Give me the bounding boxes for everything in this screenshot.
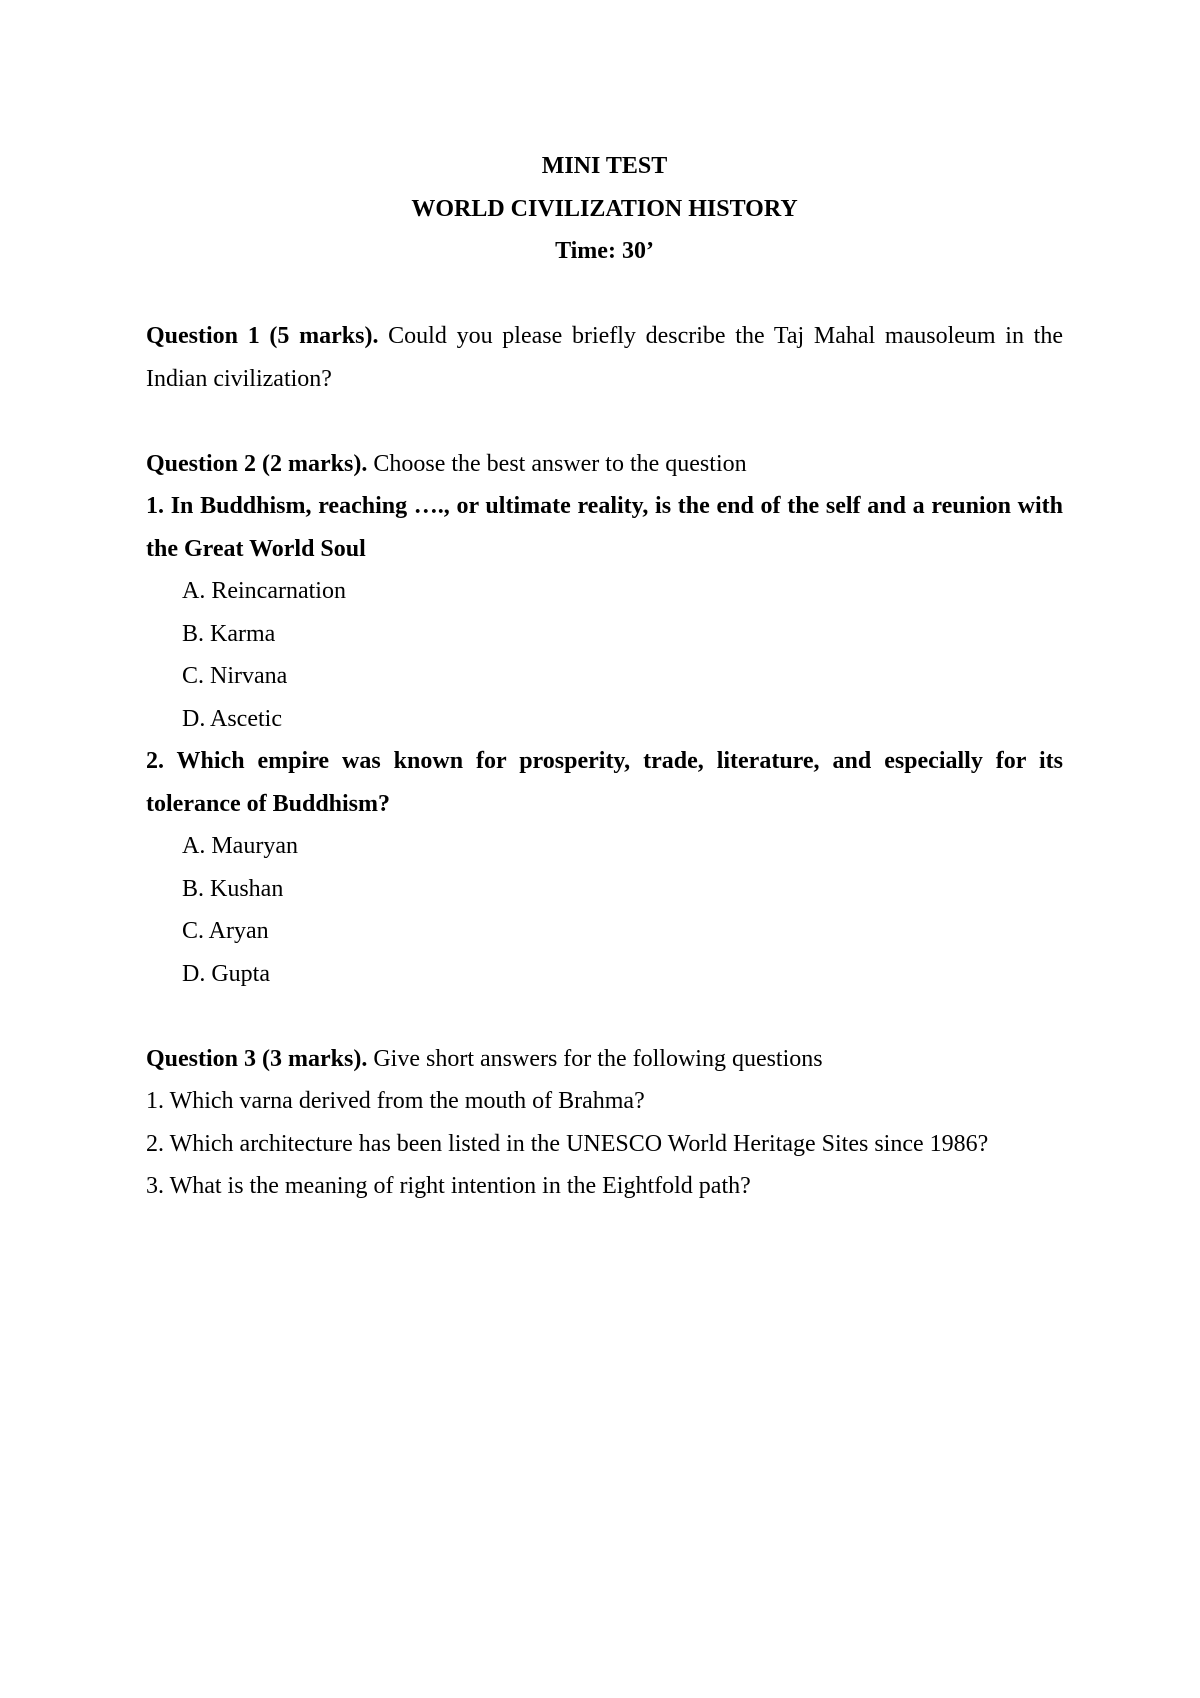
test-subject: WORLD CIVILIZATION HISTORY xyxy=(411,195,798,222)
question-2 xyxy=(146,443,1063,486)
question-3-item-1: 1. Which varna derived from the mouth of Brahma? xyxy=(146,1088,645,1114)
question-2-item-2-stem: 2. Which empire was known for prosperity, trade, literature, and especially for its tolerance of Buddhism? xyxy=(146,748,1063,817)
question-2-item-1-option-d: D. Ascetic xyxy=(182,705,282,732)
question-2-label: Question 2 (2 marks). xyxy=(146,450,368,477)
question-1-text: Could you please briefly describe the Taj Mahal mausoleum in the Indian civilization? xyxy=(146,323,1063,392)
question-2-item-1-option-b: B. Karma xyxy=(182,620,276,647)
question-2-item-1-stem: 1. In Buddhism, reaching …., or ultimate reality, is the end of the self and a reunion with the Great World Soul xyxy=(146,493,1063,562)
question-3-label: Question 3 (3 marks). xyxy=(146,1045,368,1072)
spacer xyxy=(146,995,1063,1038)
exam-content xyxy=(146,145,1063,1208)
question-2-item-2-option-b: B. Kushan xyxy=(182,875,284,902)
test-time: Time: 30’ xyxy=(555,238,654,264)
question-2-item-1-option-a: A. Reincarnation xyxy=(182,578,346,604)
question-2-item-2-option-c: C. Aryan xyxy=(182,918,269,944)
question-3 xyxy=(146,1038,1063,1081)
question-2-text: Choose the best answer to the question xyxy=(367,450,747,477)
question-2-item-1-option-c: C. Nirvana xyxy=(182,663,288,689)
question-1 xyxy=(146,315,1063,400)
question-2-item-2-option-d: D. Gupta xyxy=(182,960,270,987)
spacer xyxy=(146,400,1063,443)
question-3-item-3: 3. What is the meaning of right intention in the Eightfold path? xyxy=(146,1173,751,1199)
question-3-item-2: 2. Which architecture has been listed in the UNESCO World Heritage Sites since 1986? xyxy=(146,1130,989,1157)
question-2-item-2-option-a: A. Mauryan xyxy=(182,833,298,859)
test-title: MINI TEST xyxy=(541,153,668,179)
spacer xyxy=(146,273,1063,316)
question-3-text: Give short answers for the following questions xyxy=(367,1045,823,1072)
question-1-label: Question 1 (5 marks). xyxy=(146,323,379,349)
